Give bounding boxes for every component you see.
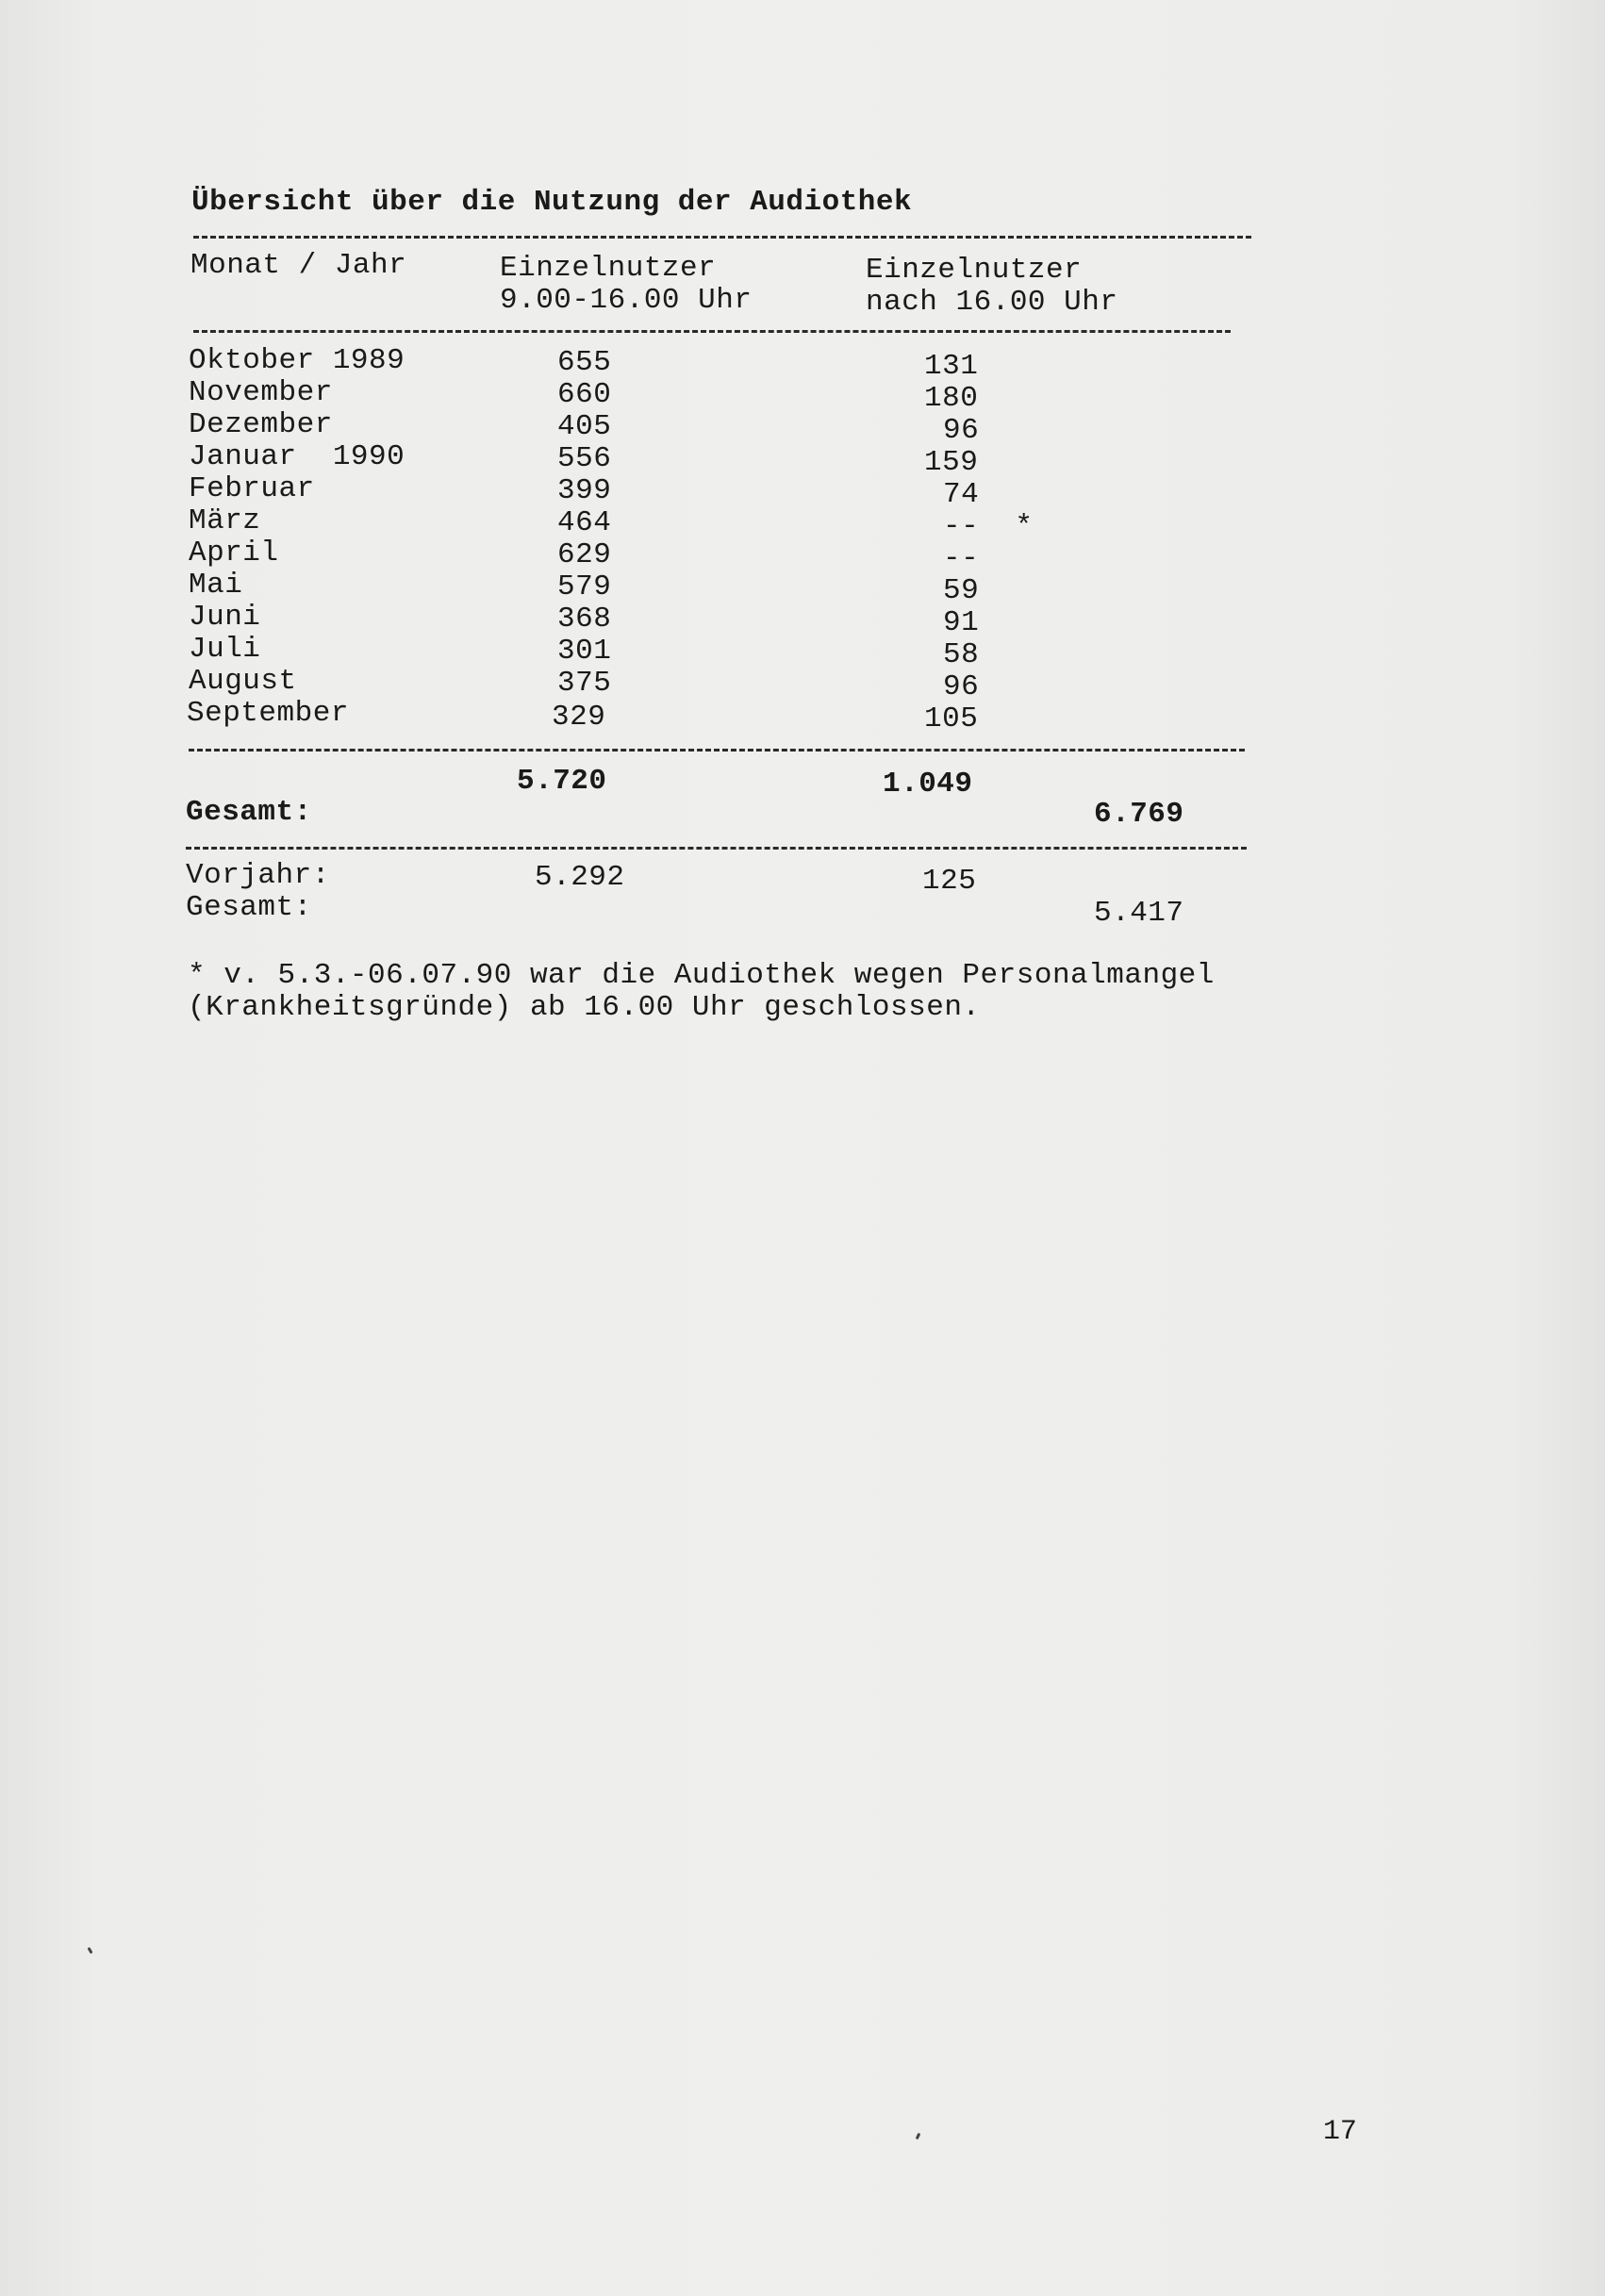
header-day-users-line2: 9.00-16.00 Uhr bbox=[500, 284, 753, 317]
total-day-sum: 5.720 bbox=[517, 765, 607, 798]
row-day-count: 464 bbox=[557, 506, 612, 539]
row-month: August bbox=[189, 665, 297, 698]
row-month: Juli bbox=[189, 633, 261, 666]
header-evening-users-line1: Einzelnutzer bbox=[866, 254, 1083, 287]
row-evening-count: 58 bbox=[943, 638, 980, 671]
row-month: Dezember bbox=[189, 408, 333, 441]
row-evening-count: 105 bbox=[924, 702, 979, 735]
divider bbox=[186, 847, 1247, 850]
row-evening-count: 131 bbox=[924, 350, 979, 383]
row-evening-count: 96 bbox=[943, 414, 980, 447]
divider bbox=[189, 749, 1245, 752]
total-label: Gesamt: bbox=[186, 796, 312, 829]
scan-mark bbox=[916, 2133, 921, 2140]
page-title: Übersicht über die Nutzung der Audiothek bbox=[191, 186, 913, 219]
row-day-count: 375 bbox=[557, 667, 612, 700]
row-evening-count: -- bbox=[943, 542, 980, 575]
total-evening-sum: 1.049 bbox=[883, 768, 973, 801]
row-month: November bbox=[189, 376, 333, 409]
row-month: März bbox=[189, 504, 261, 537]
footnote-line-1: * v. 5.3.-06.07.90 war die Audiothek wegen Personalmangel bbox=[188, 959, 1215, 992]
previous-year-label: Vorjahr: bbox=[186, 859, 330, 892]
row-month: Februar bbox=[189, 472, 315, 505]
row-day-count: 655 bbox=[557, 346, 612, 379]
row-month: September bbox=[187, 697, 349, 730]
row-month: Juni bbox=[189, 601, 261, 634]
row-day-count: 399 bbox=[557, 474, 612, 507]
footnote-line-2: (Krankheitsgründe) ab 16.00 Uhr geschlossen. bbox=[188, 991, 981, 1024]
grand-total: 6.769 bbox=[1094, 798, 1184, 831]
header-month-year: Monat / Jahr bbox=[190, 249, 407, 282]
header-evening-users-line2: nach 16.00 Uhr bbox=[866, 286, 1118, 319]
row-evening-count: 159 bbox=[924, 446, 979, 479]
previous-year-day: 5.292 bbox=[535, 861, 625, 894]
divider bbox=[193, 236, 1251, 239]
row-evening-count: 180 bbox=[924, 382, 979, 415]
row-day-count: 405 bbox=[557, 410, 612, 443]
row-month: April bbox=[189, 537, 279, 570]
previous-year-evening: 125 bbox=[922, 865, 977, 898]
divider bbox=[193, 330, 1231, 333]
row-evening-count: -- * bbox=[943, 510, 1034, 543]
previous-year-total: 5.417 bbox=[1094, 897, 1184, 930]
row-day-count: 301 bbox=[557, 635, 612, 668]
row-month: Januar 1990 bbox=[189, 440, 405, 473]
row-evening-count: 59 bbox=[943, 574, 980, 607]
row-day-count: 368 bbox=[557, 603, 612, 636]
row-evening-count: 96 bbox=[943, 670, 980, 703]
header-day-users-line1: Einzelnutzer bbox=[500, 252, 717, 285]
row-day-count: 629 bbox=[557, 538, 612, 571]
row-evening-count: 74 bbox=[943, 478, 980, 511]
row-day-count: 579 bbox=[557, 570, 612, 603]
row-month: Mai bbox=[189, 569, 243, 602]
row-day-count: 660 bbox=[557, 378, 612, 411]
row-evening-count: 91 bbox=[943, 606, 980, 639]
previous-year-total-label: Gesamt: bbox=[186, 891, 312, 924]
scan-mark bbox=[87, 1947, 92, 1955]
page-number: 17 bbox=[1323, 2116, 1358, 2148]
row-day-count: 329 bbox=[552, 701, 606, 734]
row-month: Oktober 1989 bbox=[189, 344, 405, 377]
row-day-count: 556 bbox=[557, 442, 612, 475]
